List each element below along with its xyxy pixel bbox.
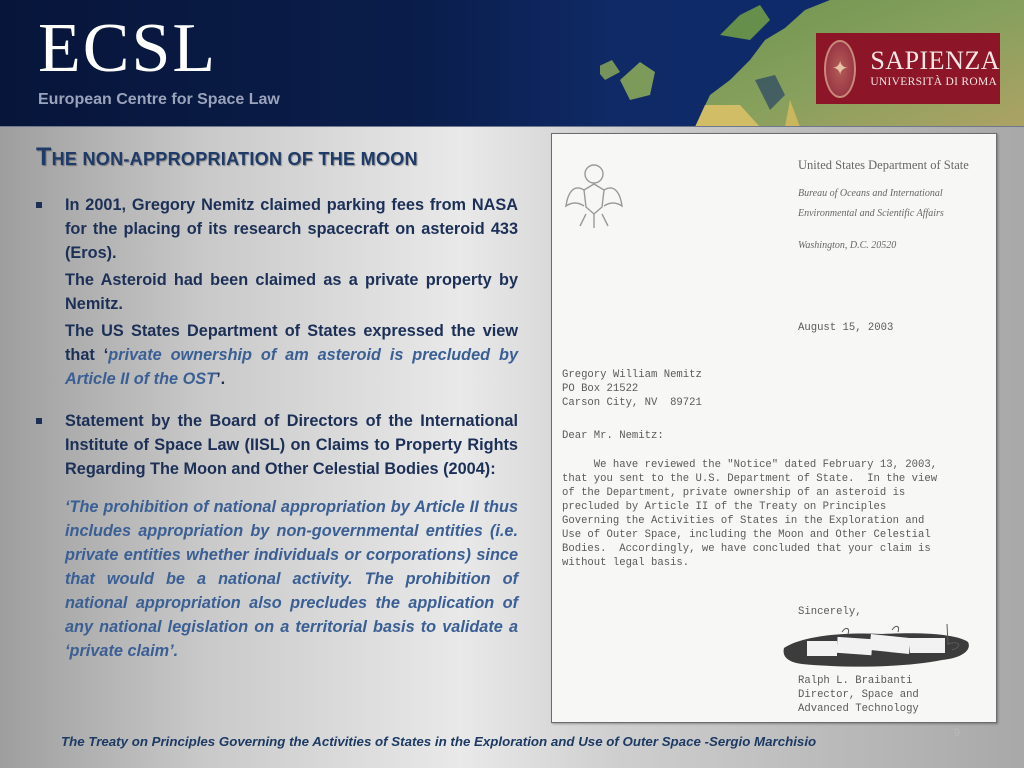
redacted-signature-image [782, 624, 972, 670]
letter-department: United States Department of State [798, 158, 969, 172]
ecsl-subtitle: European Centre for Space Law [38, 91, 280, 108]
sapienza-subtitle: UNIVERSITÀ DI ROMA [870, 75, 998, 88]
iisl-quote: ‘The prohibition of national appropriation by Article II thus includes appropriation by non-governmental entities (i.e. private entities whether individuals or corporations) since that would be a national activity. The prohibition of national appropriation also precludes the application of any national legislation on a territorial basis to validate a ‘private claim’. [65, 498, 518, 660]
slide-content [36, 193, 518, 663]
state-department-letter-image [551, 133, 997, 723]
letter-body-line: precluded by Article II of the Treaty on Principles [562, 501, 887, 513]
title-initial: T [36, 143, 52, 171]
sapienza-title: SAPIENZA [870, 45, 1000, 75]
letter-signer-line: Director, Space and [798, 689, 919, 701]
sapienza-logo [816, 33, 1000, 104]
slide-footer: The Treaty on Principles Governing the Activities of States in the Exploration and Use of Outer Space -Sergio Marchisio [61, 734, 817, 749]
ecsl-logo: ECSL [38, 10, 218, 87]
paragraph-text: ’. [216, 370, 226, 388]
paragraph-text: The US States Department of States expressed the view that ‘ [65, 322, 518, 364]
letter-body-line: Bodies. Accordingly, we have concluded that your claim is [562, 543, 931, 555]
letter-body-line: Use of Outer Space, including the Moon and Other Celestial [562, 529, 931, 541]
bullet-text: Statement by the Board of Directors of the International Institute of Space Law (IISL) on Claims to Property Rights Regarding The Moon and Other Celestial Bodies (2004): [65, 412, 518, 478]
page-number: 9 [954, 727, 961, 739]
letter-signer-line: Advanced Technology [798, 703, 919, 715]
letter-bureau-line: Environmental and Scientific Affairs [798, 208, 944, 219]
letter-body-line: that you sent to the U.S. Department of State. In the view [562, 473, 938, 485]
paragraph [36, 268, 518, 316]
letter-city: Washington, D.C. 20520 [798, 240, 897, 251]
letter-salutation: Dear Mr. Nemitz: [562, 430, 664, 442]
letter-body-line: We have reviewed the "Notice" dated February 13, 2003, [562, 459, 938, 471]
letter-address-line: PO Box 21522 [562, 383, 639, 395]
letter-address-line: Gregory William Nemitz [562, 369, 702, 381]
us-great-seal-icon [564, 162, 624, 232]
bullet-marker-icon [36, 418, 42, 424]
letter-signer-line: Ralph L. Braibanti [798, 675, 913, 687]
university-seal-icon: ✦ [824, 40, 856, 98]
letter-bureau-line: Bureau of Oceans and International [798, 188, 943, 199]
paragraph-text: The Asteroid had been claimed as a private property by Nemitz. [65, 271, 518, 313]
letter-address-line: Carson City, NV 89721 [562, 397, 702, 409]
quoted-text: private ownership of am asteroid is precluded by Article II of the OST [65, 346, 519, 388]
letter-body-line: of the Department, private ownership of an asteroid is [562, 487, 906, 499]
letter-closing: Sincerely, [798, 606, 862, 618]
letter-date: August 15, 2003 [798, 322, 894, 334]
bullet-text: In 2001, Gregory Nemitz claimed parking fees from NASA for the placing of its research spacecraft on asteroid 433 (Eros). [65, 196, 518, 262]
header-banner [0, 0, 1024, 127]
bullet-marker-icon [36, 202, 42, 208]
paragraph [36, 319, 518, 391]
bullet-item [36, 409, 518, 481]
slide-title [36, 143, 418, 172]
letter-body-line: Governing the Activities of States in the Exploration and [562, 515, 925, 527]
letter-body-line: without legal basis. [562, 557, 690, 569]
bullet-item [36, 193, 518, 265]
title-rest: HE NON-APPROPRIATION OF THE MOON [51, 149, 418, 169]
